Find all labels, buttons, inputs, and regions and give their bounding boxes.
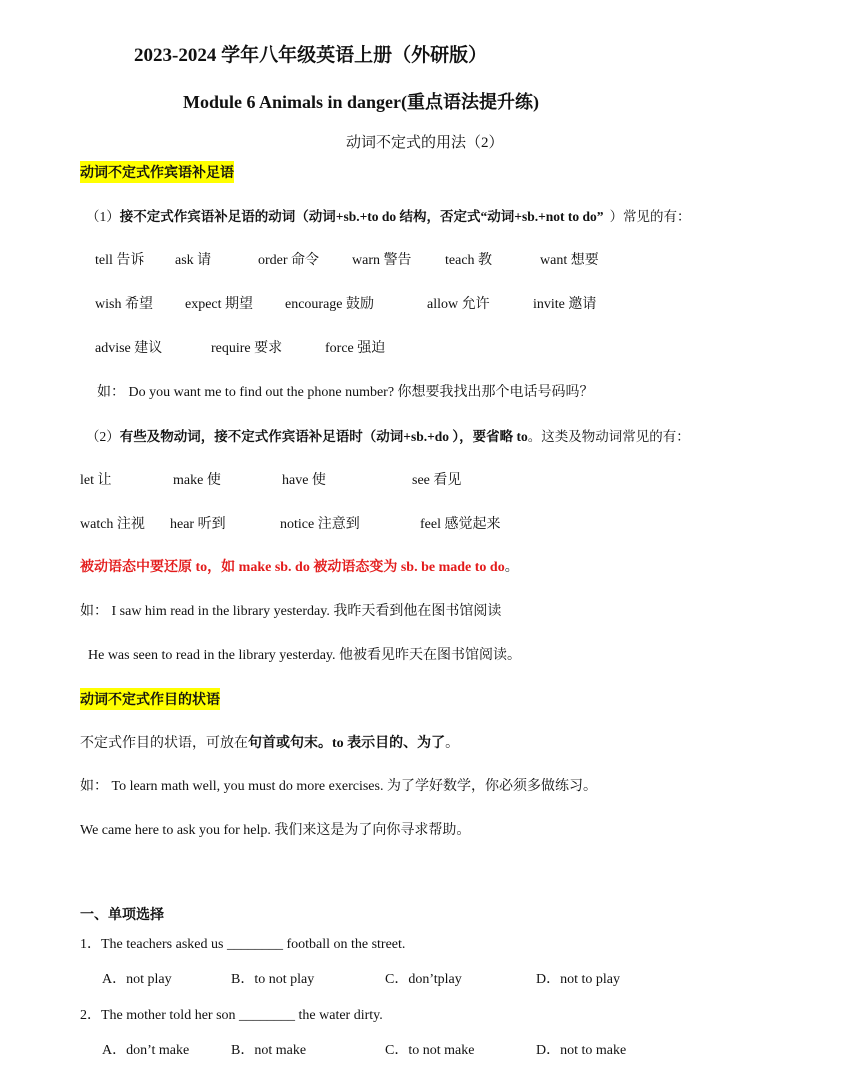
verb-item: ask 请 xyxy=(175,253,212,268)
point-2-tail: 。这类及物动词常见的有： xyxy=(527,429,690,444)
point-1-tail: ）常见的有： xyxy=(609,209,691,224)
passive-voice-note xyxy=(80,556,519,576)
verb-item: allow 允许 xyxy=(427,297,490,312)
purpose-description xyxy=(80,732,459,752)
verb-item: notice 注意到 xyxy=(280,517,360,532)
verb-item: feel 感觉起来 xyxy=(420,517,501,532)
verb-item: teach 教 xyxy=(445,253,493,268)
option-b[interactable]: B．to not play xyxy=(231,972,315,987)
verb-item: warn 警告 xyxy=(352,253,412,268)
verb-item: watch 注视 xyxy=(80,517,145,532)
purpose-desc-end: 。 xyxy=(445,736,460,751)
module-subtitle: Module 6 Animals in danger(重点语法提升练) xyxy=(183,92,540,112)
option-d[interactable]: D．not to play xyxy=(536,972,620,987)
question-2-stem: 2．The mother told her son ________ the water dirty. xyxy=(80,1008,383,1023)
option-c[interactable]: C．don’tplay xyxy=(385,972,462,987)
verb-item: see 看见 xyxy=(412,473,462,488)
verb-item: advise 建议 xyxy=(95,341,163,356)
verb-item: make 使 xyxy=(173,473,221,488)
passive-voice-end: 。 xyxy=(504,560,519,575)
verb-item: encourage 鼓励 xyxy=(285,297,375,312)
option-c[interactable]: C．to not make xyxy=(385,1043,475,1058)
verb-item: order 命令 xyxy=(258,253,320,268)
point-1-bold: 接不定式作宾语补足语的动词（动词+sb.+to do 结构，否定式“动词+sb.+not to do” xyxy=(119,209,604,224)
verb-item: invite 邀请 xyxy=(533,297,597,312)
option-a[interactable]: A．not play xyxy=(102,972,172,987)
passive-voice-rule: 被动语态中要还原 to，如 make sb. do 被动语态变为 sb. be made to do xyxy=(80,560,505,575)
verb-item: let 让 xyxy=(80,473,112,488)
question-1-stem: 1．The teachers asked us ________ football on the street. xyxy=(80,937,406,952)
verb-item: wish 希望 xyxy=(95,297,153,312)
verb-item: want 想要 xyxy=(540,253,599,268)
point-1-prefix: （1） xyxy=(86,209,120,224)
point-1 xyxy=(86,205,691,225)
point-2-bold: 有些及物动词，接不定式作宾语补足语时（动词+sb.+do ），要省略 to xyxy=(119,429,528,444)
verb-item: require 要求 xyxy=(211,341,283,356)
exercise-heading: 一、单项选择 xyxy=(80,908,164,923)
point-2 xyxy=(86,425,690,445)
section-heading-object-complement: 动词不定式作宾语补足语 xyxy=(80,161,234,183)
verb-item: hear 听到 xyxy=(170,517,226,532)
option-a[interactable]: A．don’t make xyxy=(102,1043,190,1058)
document-title: 2023-2024 学年八年级英语上册（外研版） xyxy=(134,45,488,66)
verb-item: force 强迫 xyxy=(325,341,386,356)
option-b[interactable]: B．not make xyxy=(231,1043,307,1058)
point-2-prefix: （2） xyxy=(86,429,120,444)
example-saw-him-read: 如： I saw him read in the library yesterday. 我昨天看到他在图书馆阅读 xyxy=(80,604,502,619)
example-learn-math: 如： To learn math well, you must do more exercises. 为了学好数学，你必须多做练习。 xyxy=(80,779,597,794)
example-came-here: We came here to ask you for help. 我们来这是为了向你寻求帮助。 xyxy=(80,823,471,838)
example-was-seen-to-read: He was seen to read in the library yesterday. 他被看见昨天在图书馆阅读。 xyxy=(88,648,521,663)
example-phone-number: 如： Do you want me to find out the phone number? 你想要我找出那个电话号码吗？ xyxy=(97,385,594,400)
option-d[interactable]: D．not to make xyxy=(536,1043,627,1058)
topic-title: 动词不定式的用法（2） xyxy=(346,135,504,151)
verb-item: tell 告诉 xyxy=(95,253,145,268)
purpose-desc-prefix: 不定式作目的状语，可放在 xyxy=(80,736,248,751)
verb-item: expect 期望 xyxy=(185,297,254,312)
verb-item: have 使 xyxy=(282,473,326,488)
purpose-desc-bold: 句首或句末。to 表示目的、为了 xyxy=(248,736,446,751)
section-heading-purpose-adverbial: 动词不定式作目的状语 xyxy=(80,688,220,710)
